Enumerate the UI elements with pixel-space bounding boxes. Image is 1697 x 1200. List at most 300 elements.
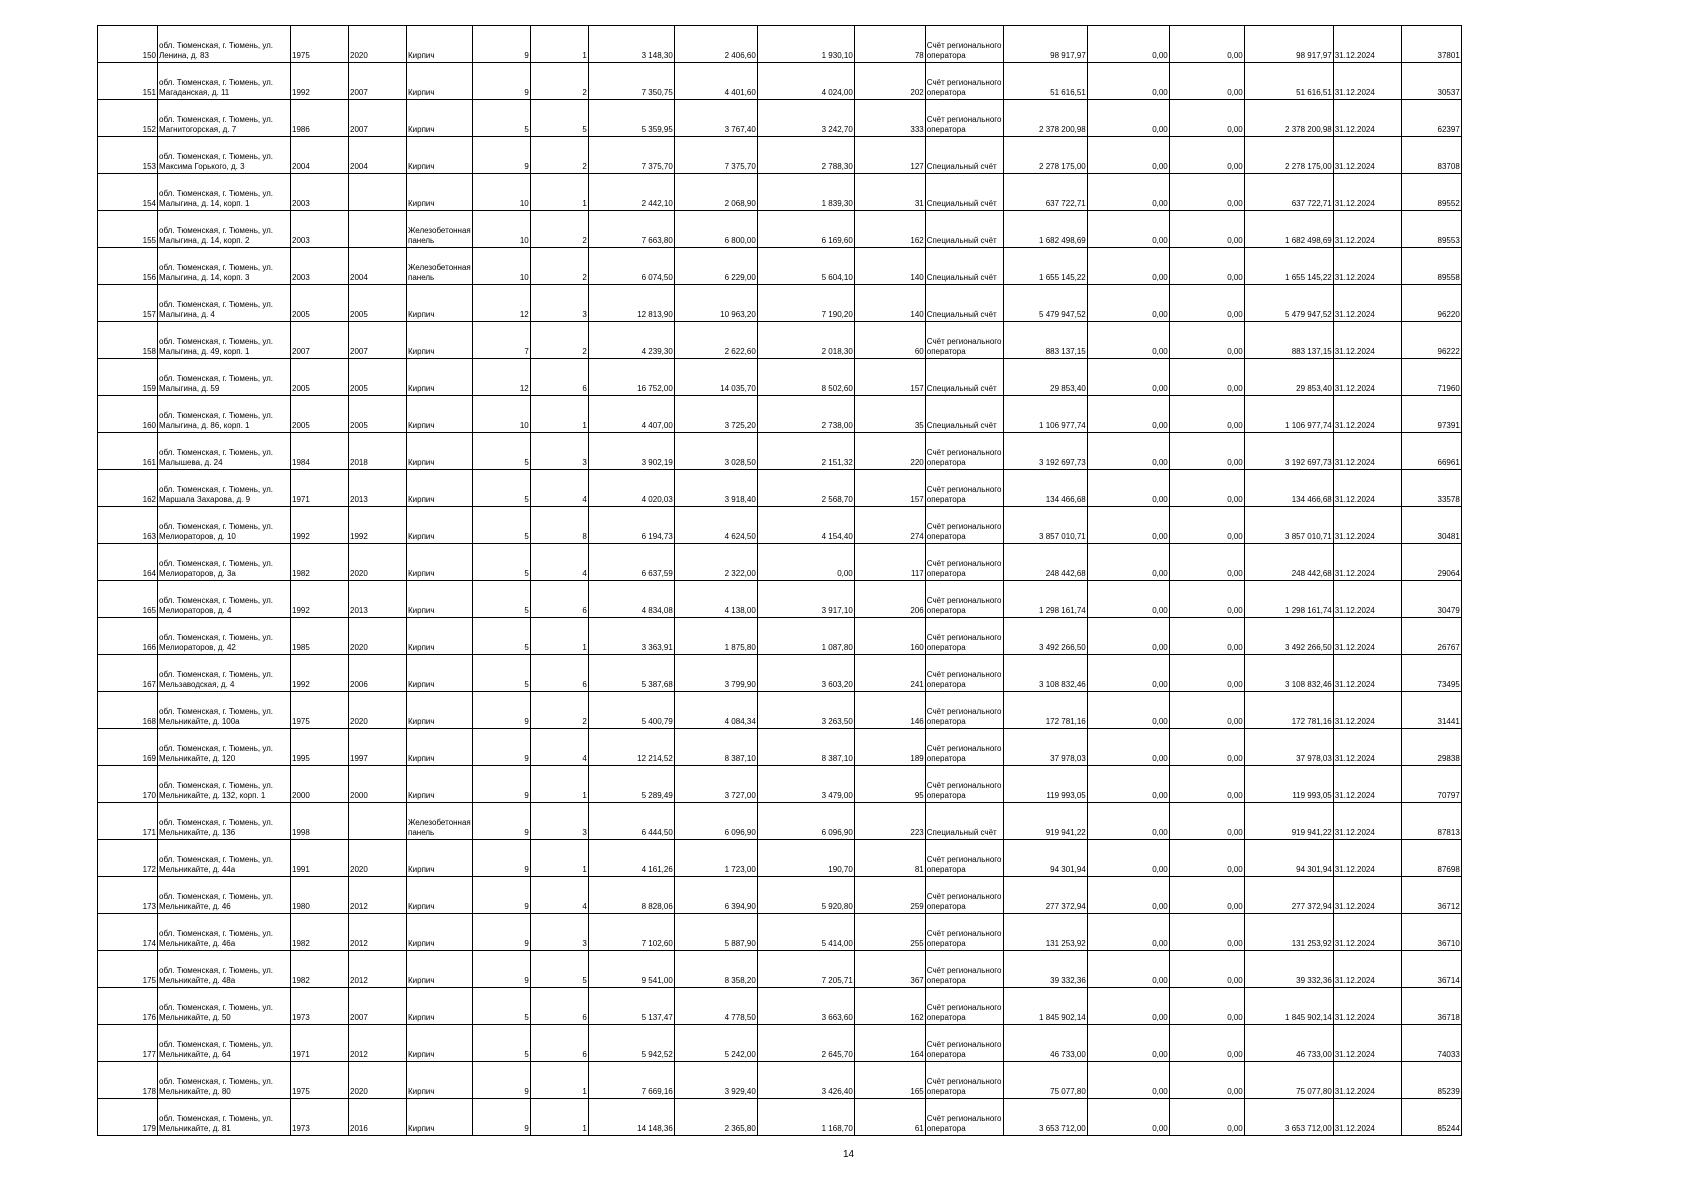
cell-debt-amount: 0,00 [1087, 396, 1169, 433]
cell-residents-count: 61 [854, 1099, 925, 1136]
cell-house-code: 30479 [1401, 581, 1461, 618]
cell-address: обл. Тюменская, г. Тюмень, ул. Малыгина, д. 86, корп. 1 [158, 396, 291, 433]
cell-address: обл. Тюменская, г. Тюмень, ул. Малыгина, д. 14, корп. 2 [158, 211, 291, 248]
cell-address: обл. Тюменская, г. Тюмень, ул. Малыгина, д. 59 [158, 359, 291, 396]
cell-house-code: 36718 [1401, 988, 1461, 1025]
cell-balance-amount: 3 192 697,73 [1003, 433, 1087, 470]
cell-debt-amount: 0,00 [1087, 766, 1169, 803]
cell-wall-material: Железобетонная панель [407, 211, 473, 248]
table-row [98, 507, 1462, 544]
cell-wall-material: Кирпич [407, 840, 473, 877]
cell-year-built: 1971 [291, 1025, 349, 1062]
cell-owned-area: 1 930,10 [757, 26, 854, 63]
cell-house-code: 29064 [1401, 544, 1461, 581]
cell-entrances: 6 [530, 1025, 588, 1062]
cell-credit-amount: 0,00 [1169, 507, 1244, 544]
cell-fund-method: Счёт регионального оператора [925, 100, 1003, 137]
cell-total-area: 12 813,90 [588, 285, 674, 322]
cell-address: обл. Тюменская, г. Тюмень, ул. Мельникайте, д. 132, корп. 1 [158, 766, 291, 803]
cell-entrances: 3 [530, 914, 588, 951]
cell-debt-amount: 0,00 [1087, 26, 1169, 63]
cell-house-code: 36712 [1401, 877, 1461, 914]
cell-address: обл. Тюменская, г. Тюмень, ул. Мельникайте, д. 46а [158, 914, 291, 951]
cell-credit-amount: 0,00 [1169, 729, 1244, 766]
cell-credit-amount: 0,00 [1169, 1099, 1244, 1136]
cell-report-date: 31.12.2024 [1333, 951, 1401, 988]
cell-debt-amount: 0,00 [1087, 1062, 1169, 1099]
cell-report-date: 31.12.2024 [1333, 1025, 1401, 1062]
cell-residential-area: 3 028,50 [674, 433, 757, 470]
cell-credit-amount: 0,00 [1169, 914, 1244, 951]
cell-residential-area: 2 365,80 [674, 1099, 757, 1136]
cell-row-number: 174 [98, 914, 158, 951]
cell-total-amount: 51 616,51 [1244, 63, 1333, 100]
cell-address: обл. Тюменская, г. Тюмень, ул. Магнитогорская, д. 7 [158, 100, 291, 137]
cell-residents-count: 60 [854, 322, 925, 359]
cell-wall-material: Кирпич [407, 988, 473, 1025]
cell-owned-area: 0,00 [757, 544, 854, 581]
cell-row-number: 153 [98, 137, 158, 174]
cell-year-overhaul: 2005 [349, 396, 407, 433]
cell-debt-amount: 0,00 [1087, 581, 1169, 618]
cell-year-overhaul: 2012 [349, 914, 407, 951]
cell-fund-method: Специальный счёт [925, 211, 1003, 248]
cell-wall-material: Кирпич [407, 322, 473, 359]
cell-row-number: 164 [98, 544, 158, 581]
cell-floors: 5 [472, 100, 530, 137]
cell-residents-count: 157 [854, 470, 925, 507]
cell-address: обл. Тюменская, г. Тюмень, ул. Мелиораторов, д. 42 [158, 618, 291, 655]
cell-house-code: 96222 [1401, 322, 1461, 359]
table-row [98, 26, 1462, 63]
cell-address: обл. Тюменская, г. Тюмень, ул. Мельникайте, д. 120 [158, 729, 291, 766]
cell-year-overhaul: 2020 [349, 1062, 407, 1099]
cell-wall-material: Кирпич [407, 951, 473, 988]
cell-year-built: 2003 [291, 174, 349, 211]
cell-report-date: 31.12.2024 [1333, 211, 1401, 248]
cell-debt-amount: 0,00 [1087, 1099, 1169, 1136]
cell-debt-amount: 0,00 [1087, 877, 1169, 914]
cell-entrances: 6 [530, 581, 588, 618]
cell-owned-area: 3 263,50 [757, 692, 854, 729]
cell-floors: 9 [472, 803, 530, 840]
cell-year-built: 1992 [291, 581, 349, 618]
cell-total-amount: 5 479 947,52 [1244, 285, 1333, 322]
cell-row-number: 158 [98, 322, 158, 359]
cell-year-overhaul: 2020 [349, 544, 407, 581]
cell-fund-method: Счёт регионального оператора [925, 544, 1003, 581]
cell-wall-material: Кирпич [407, 359, 473, 396]
cell-debt-amount: 0,00 [1087, 359, 1169, 396]
cell-balance-amount: 29 853,40 [1003, 359, 1087, 396]
cell-debt-amount: 0,00 [1087, 951, 1169, 988]
cell-year-built: 2004 [291, 137, 349, 174]
cell-total-amount: 3 857 010,71 [1244, 507, 1333, 544]
cell-year-built: 1982 [291, 544, 349, 581]
cell-residents-count: 255 [854, 914, 925, 951]
cell-row-number: 160 [98, 396, 158, 433]
cell-year-built: 1985 [291, 618, 349, 655]
cell-entrances: 2 [530, 248, 588, 285]
cell-total-amount: 119 993,05 [1244, 766, 1333, 803]
cell-floors: 9 [472, 26, 530, 63]
cell-floors: 5 [472, 1025, 530, 1062]
cell-residential-area: 6 800,00 [674, 211, 757, 248]
cell-year-built: 1975 [291, 1062, 349, 1099]
cell-credit-amount: 0,00 [1169, 840, 1244, 877]
cell-credit-amount: 0,00 [1169, 174, 1244, 211]
cell-row-number: 152 [98, 100, 158, 137]
cell-wall-material: Кирпич [407, 26, 473, 63]
cell-address: обл. Тюменская, г. Тюмень, ул. Малыгина, д. 49, корп. 1 [158, 322, 291, 359]
cell-wall-material: Кирпич [407, 470, 473, 507]
cell-wall-material: Кирпич [407, 766, 473, 803]
cell-total-amount: 3 192 697,73 [1244, 433, 1333, 470]
cell-row-number: 171 [98, 803, 158, 840]
cell-total-amount: 1 655 145,22 [1244, 248, 1333, 285]
cell-total-area: 16 752,00 [588, 359, 674, 396]
cell-credit-amount: 0,00 [1169, 1025, 1244, 1062]
cell-address: обл. Тюменская, г. Тюмень, ул. Малыгина, д. 14, корп. 3 [158, 248, 291, 285]
cell-residential-area: 4 624,50 [674, 507, 757, 544]
cell-residential-area: 4 401,60 [674, 63, 757, 100]
cell-balance-amount: 46 733,00 [1003, 1025, 1087, 1062]
cell-entrances: 1 [530, 174, 588, 211]
cell-residential-area: 7 375,70 [674, 137, 757, 174]
cell-house-code: 70797 [1401, 766, 1461, 803]
cell-total-amount: 29 853,40 [1244, 359, 1333, 396]
cell-row-number: 166 [98, 618, 158, 655]
cell-fund-method: Счёт регионального оператора [925, 618, 1003, 655]
cell-wall-material: Кирпич [407, 137, 473, 174]
cell-year-built: 1975 [291, 692, 349, 729]
cell-owned-area: 3 603,20 [757, 655, 854, 692]
cell-year-overhaul: 2007 [349, 63, 407, 100]
cell-report-date: 31.12.2024 [1333, 26, 1401, 63]
cell-debt-amount: 0,00 [1087, 63, 1169, 100]
table-row [98, 951, 1462, 988]
cell-wall-material: Кирпич [407, 655, 473, 692]
cell-residents-count: 160 [854, 618, 925, 655]
cell-total-area: 4 407,00 [588, 396, 674, 433]
cell-residential-area: 3 727,00 [674, 766, 757, 803]
cell-total-amount: 3 492 266,50 [1244, 618, 1333, 655]
cell-owned-area: 1 087,80 [757, 618, 854, 655]
cell-balance-amount: 1 298 161,74 [1003, 581, 1087, 618]
cell-total-amount: 277 372,94 [1244, 877, 1333, 914]
cell-total-amount: 2 278 175,00 [1244, 137, 1333, 174]
cell-credit-amount: 0,00 [1169, 137, 1244, 174]
cell-wall-material: Кирпич [407, 433, 473, 470]
cell-residents-count: 241 [854, 655, 925, 692]
cell-debt-amount: 0,00 [1087, 914, 1169, 951]
register-table [97, 25, 1462, 1136]
cell-entrances: 5 [530, 100, 588, 137]
cell-fund-method: Счёт регионального оператора [925, 840, 1003, 877]
cell-residents-count: 95 [854, 766, 925, 803]
cell-report-date: 31.12.2024 [1333, 1099, 1401, 1136]
cell-credit-amount: 0,00 [1169, 951, 1244, 988]
cell-house-code: 31441 [1401, 692, 1461, 729]
cell-total-amount: 131 253,92 [1244, 914, 1333, 951]
table-row [98, 285, 1462, 322]
cell-year-overhaul: 2005 [349, 359, 407, 396]
cell-residential-area: 6 394,90 [674, 877, 757, 914]
table-row [98, 877, 1462, 914]
cell-balance-amount: 98 917,97 [1003, 26, 1087, 63]
cell-year-overhaul: 2005 [349, 285, 407, 322]
cell-total-amount: 919 941,22 [1244, 803, 1333, 840]
cell-total-area: 5 400,79 [588, 692, 674, 729]
cell-report-date: 31.12.2024 [1333, 100, 1401, 137]
cell-owned-area: 8 387,10 [757, 729, 854, 766]
cell-floors: 5 [472, 544, 530, 581]
cell-credit-amount: 0,00 [1169, 988, 1244, 1025]
cell-owned-area: 3 426,40 [757, 1062, 854, 1099]
cell-residential-area: 6 096,90 [674, 803, 757, 840]
cell-year-built: 1973 [291, 1099, 349, 1136]
cell-wall-material: Кирпич [407, 63, 473, 100]
cell-total-amount: 883 137,15 [1244, 322, 1333, 359]
cell-fund-method: Счёт регионального оператора [925, 470, 1003, 507]
cell-debt-amount: 0,00 [1087, 803, 1169, 840]
cell-fund-method: Счёт регионального оператора [925, 1099, 1003, 1136]
cell-total-amount: 2 378 200,98 [1244, 100, 1333, 137]
cell-row-number: 159 [98, 359, 158, 396]
cell-residential-area: 5 887,90 [674, 914, 757, 951]
cell-debt-amount: 0,00 [1087, 692, 1169, 729]
cell-residents-count: 165 [854, 1062, 925, 1099]
cell-house-code: 37801 [1401, 26, 1461, 63]
cell-report-date: 31.12.2024 [1333, 1062, 1401, 1099]
cell-balance-amount: 75 077,80 [1003, 1062, 1087, 1099]
table-row [98, 396, 1462, 433]
cell-total-amount: 172 781,16 [1244, 692, 1333, 729]
cell-residents-count: 140 [854, 285, 925, 322]
cell-house-code: 71960 [1401, 359, 1461, 396]
cell-residential-area: 3 799,90 [674, 655, 757, 692]
cell-entrances: 1 [530, 766, 588, 803]
cell-year-overhaul: 2016 [349, 1099, 407, 1136]
cell-address: обл. Тюменская, г. Тюмень, ул. Мельникайте, д. 64 [158, 1025, 291, 1062]
cell-entrances: 1 [530, 840, 588, 877]
cell-fund-method: Счёт регионального оператора [925, 322, 1003, 359]
cell-total-area: 3 363,91 [588, 618, 674, 655]
cell-fund-method: Счёт регионального оператора [925, 729, 1003, 766]
cell-residents-count: 164 [854, 1025, 925, 1062]
cell-year-built: 1992 [291, 655, 349, 692]
cell-residents-count: 259 [854, 877, 925, 914]
cell-debt-amount: 0,00 [1087, 174, 1169, 211]
table-row [98, 1099, 1462, 1136]
cell-year-overhaul: 2020 [349, 26, 407, 63]
cell-owned-area: 4 154,40 [757, 507, 854, 544]
cell-total-area: 6 074,50 [588, 248, 674, 285]
cell-floors: 10 [472, 174, 530, 211]
cell-debt-amount: 0,00 [1087, 248, 1169, 285]
cell-address: обл. Тюменская, г. Тюмень, ул. Мелиораторов, д. 10 [158, 507, 291, 544]
cell-residential-area: 3 767,40 [674, 100, 757, 137]
cell-owned-area: 1 839,30 [757, 174, 854, 211]
cell-balance-amount: 248 442,68 [1003, 544, 1087, 581]
cell-credit-amount: 0,00 [1169, 211, 1244, 248]
cell-residents-count: 117 [854, 544, 925, 581]
cell-total-area: 4 834,08 [588, 581, 674, 618]
cell-house-code: 87698 [1401, 840, 1461, 877]
cell-total-area: 14 148,36 [588, 1099, 674, 1136]
cell-balance-amount: 2 378 200,98 [1003, 100, 1087, 137]
cell-total-amount: 1 298 161,74 [1244, 581, 1333, 618]
cell-residential-area: 14 035,70 [674, 359, 757, 396]
table-row [98, 174, 1462, 211]
cell-report-date: 31.12.2024 [1333, 359, 1401, 396]
cell-wall-material: Кирпич [407, 1099, 473, 1136]
cell-address: обл. Тюменская, г. Тюмень, ул. Мельникайте, д. 44а [158, 840, 291, 877]
cell-wall-material: Железобетонная панель [407, 803, 473, 840]
cell-residents-count: 162 [854, 211, 925, 248]
cell-credit-amount: 0,00 [1169, 396, 1244, 433]
table-row [98, 581, 1462, 618]
cell-wall-material: Кирпич [407, 507, 473, 544]
cell-row-number: 169 [98, 729, 158, 766]
cell-credit-amount: 0,00 [1169, 618, 1244, 655]
table-row [98, 211, 1462, 248]
cell-entrances: 4 [530, 877, 588, 914]
cell-entrances: 8 [530, 507, 588, 544]
cell-report-date: 31.12.2024 [1333, 766, 1401, 803]
cell-wall-material: Кирпич [407, 877, 473, 914]
cell-entrances: 6 [530, 359, 588, 396]
cell-floors: 9 [472, 840, 530, 877]
cell-report-date: 31.12.2024 [1333, 618, 1401, 655]
cell-total-amount: 1 106 977,74 [1244, 396, 1333, 433]
cell-year-built: 1992 [291, 507, 349, 544]
cell-debt-amount: 0,00 [1087, 322, 1169, 359]
cell-house-code: 62397 [1401, 100, 1461, 137]
cell-debt-amount: 0,00 [1087, 211, 1169, 248]
cell-total-area: 7 663,80 [588, 211, 674, 248]
cell-address: обл. Тюменская, г. Тюмень, ул. Малышева, д. 24 [158, 433, 291, 470]
cell-year-built: 1975 [291, 26, 349, 63]
cell-fund-method: Счёт регионального оператора [925, 63, 1003, 100]
table-row [98, 322, 1462, 359]
cell-year-overhaul: 2013 [349, 581, 407, 618]
cell-fund-method: Счёт регионального оператора [925, 766, 1003, 803]
cell-balance-amount: 1 682 498,69 [1003, 211, 1087, 248]
cell-credit-amount: 0,00 [1169, 359, 1244, 396]
cell-total-area: 7 102,60 [588, 914, 674, 951]
cell-year-overhaul: 1992 [349, 507, 407, 544]
cell-fund-method: Счёт регионального оператора [925, 26, 1003, 63]
cell-total-area: 4 239,30 [588, 322, 674, 359]
cell-year-overhaul: 2012 [349, 877, 407, 914]
cell-debt-amount: 0,00 [1087, 1025, 1169, 1062]
cell-entrances: 5 [530, 951, 588, 988]
cell-entrances: 4 [530, 729, 588, 766]
table-row [98, 1062, 1462, 1099]
cell-entrances: 2 [530, 211, 588, 248]
cell-owned-area: 7 205,71 [757, 951, 854, 988]
cell-report-date: 31.12.2024 [1333, 248, 1401, 285]
cell-year-overhaul: 2020 [349, 840, 407, 877]
cell-report-date: 31.12.2024 [1333, 396, 1401, 433]
cell-credit-amount: 0,00 [1169, 581, 1244, 618]
cell-report-date: 31.12.2024 [1333, 174, 1401, 211]
cell-owned-area: 3 663,60 [757, 988, 854, 1025]
cell-house-code: 36714 [1401, 951, 1461, 988]
page-number: 14 [842, 1149, 855, 1160]
cell-fund-method: Счёт регионального оператора [925, 433, 1003, 470]
cell-fund-method: Счёт регионального оператора [925, 988, 1003, 1025]
cell-floors: 9 [472, 63, 530, 100]
cell-fund-method: Счёт регионального оператора [925, 692, 1003, 729]
cell-entrances: 4 [530, 470, 588, 507]
cell-report-date: 31.12.2024 [1333, 655, 1401, 692]
cell-house-code: 30537 [1401, 63, 1461, 100]
cell-balance-amount: 5 479 947,52 [1003, 285, 1087, 322]
cell-year-built: 1971 [291, 470, 349, 507]
cell-address: обл. Тюменская, г. Тюмень, ул. Мелиораторов, д. 3а [158, 544, 291, 581]
cell-owned-area: 2 738,00 [757, 396, 854, 433]
cell-report-date: 31.12.2024 [1333, 692, 1401, 729]
cell-report-date: 31.12.2024 [1333, 988, 1401, 1025]
cell-owned-area: 6 169,60 [757, 211, 854, 248]
cell-owned-area: 190,70 [757, 840, 854, 877]
cell-report-date: 31.12.2024 [1333, 433, 1401, 470]
cell-fund-method: Счёт регионального оператора [925, 507, 1003, 544]
cell-owned-area: 5 920,80 [757, 877, 854, 914]
cell-address: обл. Тюменская, г. Тюмень, ул. Мельникайте, д. 48а [158, 951, 291, 988]
cell-fund-method: Счёт регионального оператора [925, 877, 1003, 914]
cell-total-area: 9 541,00 [588, 951, 674, 988]
cell-year-built: 2005 [291, 396, 349, 433]
cell-wall-material: Кирпич [407, 174, 473, 211]
cell-house-code: 30481 [1401, 507, 1461, 544]
cell-credit-amount: 0,00 [1169, 26, 1244, 63]
cell-year-built: 2003 [291, 248, 349, 285]
cell-address: обл. Тюменская, г. Тюмень, ул. Малыгина, д. 4 [158, 285, 291, 322]
table-row [98, 359, 1462, 396]
cell-total-area: 6 194,73 [588, 507, 674, 544]
table-row [98, 692, 1462, 729]
cell-address: обл. Тюменская, г. Тюмень, ул. Мелиораторов, д. 4 [158, 581, 291, 618]
cell-address: обл. Тюменская, г. Тюмень, ул. Маршала Захарова, д. 9 [158, 470, 291, 507]
table-row [98, 544, 1462, 581]
cell-row-number: 156 [98, 248, 158, 285]
cell-owned-area: 2 645,70 [757, 1025, 854, 1062]
cell-debt-amount: 0,00 [1087, 618, 1169, 655]
cell-total-area: 5 359,95 [588, 100, 674, 137]
cell-floors: 10 [472, 248, 530, 285]
cell-debt-amount: 0,00 [1087, 729, 1169, 766]
cell-floors: 5 [472, 988, 530, 1025]
cell-year-built: 1982 [291, 951, 349, 988]
cell-wall-material: Кирпич [407, 1025, 473, 1062]
cell-fund-method: Специальный счёт [925, 359, 1003, 396]
cell-total-amount: 637 722,71 [1244, 174, 1333, 211]
cell-entrances: 6 [530, 988, 588, 1025]
cell-report-date: 31.12.2024 [1333, 285, 1401, 322]
cell-balance-amount: 172 781,16 [1003, 692, 1087, 729]
cell-total-area: 2 442,10 [588, 174, 674, 211]
cell-row-number: 154 [98, 174, 158, 211]
table-row [98, 803, 1462, 840]
cell-house-code: 96220 [1401, 285, 1461, 322]
cell-floors: 5 [472, 470, 530, 507]
cell-balance-amount: 3 653 712,00 [1003, 1099, 1087, 1136]
cell-balance-amount: 1 106 977,74 [1003, 396, 1087, 433]
cell-house-code: 87813 [1401, 803, 1461, 840]
